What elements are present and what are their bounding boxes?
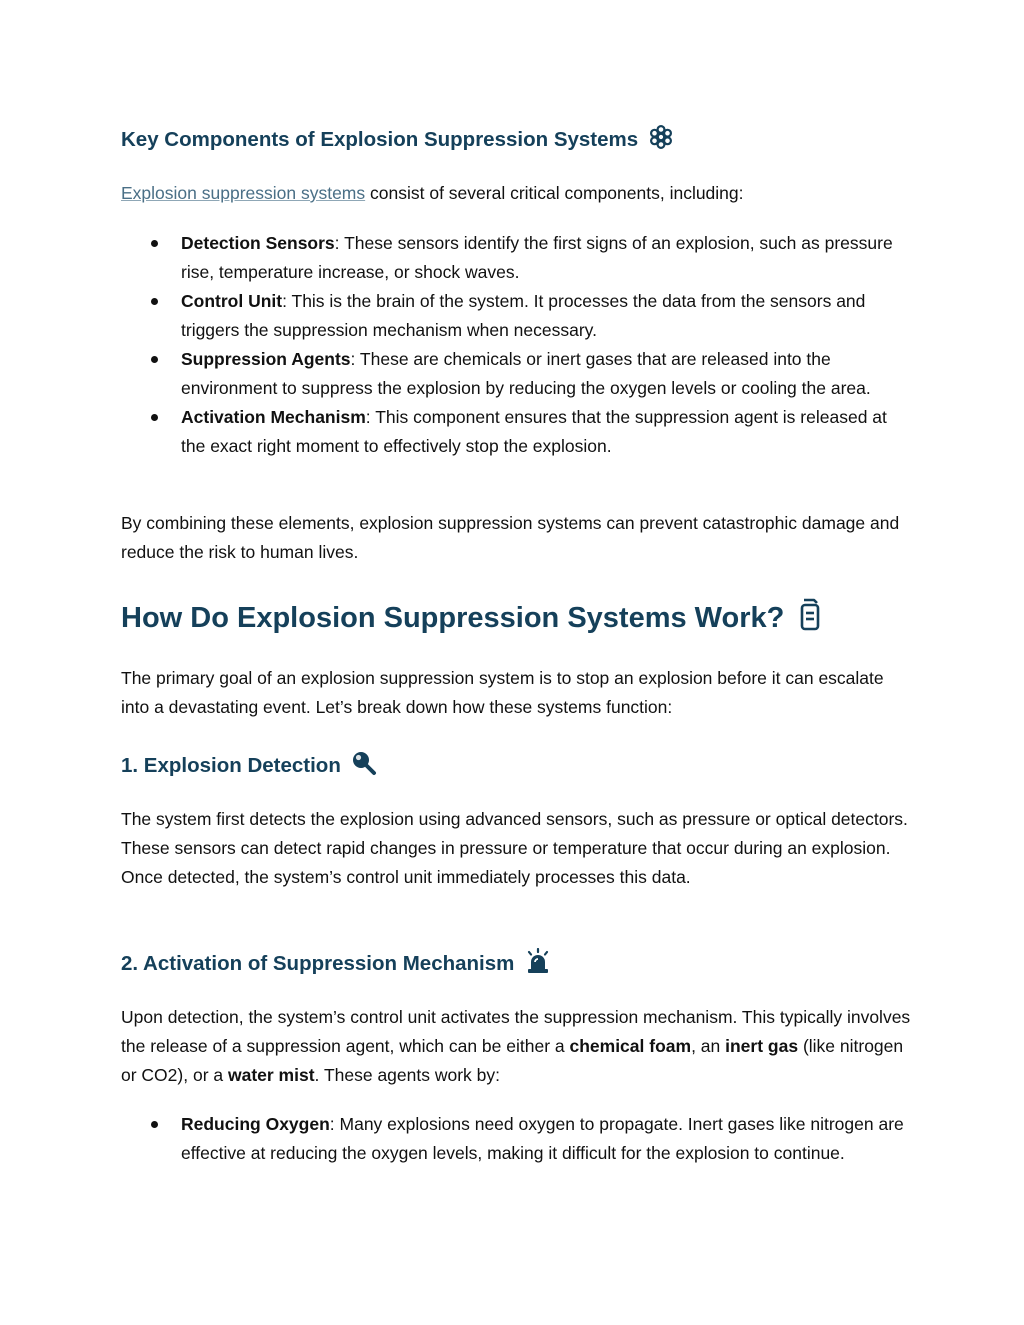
step-heading-activation: 2. Activation of Suppression Mechanism	[121, 948, 550, 980]
list-item: Activation Mechanism: This component ensures that the suppression agent is released at the exact right moment to effectively stop the explosion.	[121, 403, 911, 461]
how-it-works-intro: The primary goal of an explosion suppression system is to stop an explosion before it can escalate into a devastating event. Let’s break down how these systems function:	[121, 668, 884, 717]
components-list	[121, 229, 911, 461]
explosion-suppression-link[interactable]: Explosion suppression systems	[121, 183, 366, 203]
detection-paragraph: The system first detects the explosion using advanced sensors, such as pressure or optical detectors. These sensors can detect rapid changes in pressure or temperature that occur during an explosion. Once detected, the system’s control unit immediately processes this data.	[121, 809, 908, 887]
bullet-icon	[151, 240, 158, 247]
magnifier-icon	[351, 750, 377, 782]
section-heading-how-it-works: How Do Explosion Suppression Systems Work?	[121, 597, 822, 639]
fire-extinguisher-icon	[798, 597, 822, 639]
siren-icon	[526, 948, 550, 980]
bullet-icon	[151, 298, 158, 305]
list-item: Suppression Agents: These are chemicals or inert gases that are released into the environment to suppress the explosion by reducing the oxygen levels or cooling the area.	[121, 345, 911, 403]
list-item: Detection Sensors: These sensors identify the first signs of an explosion, such as pressure rise, temperature increase, or shock waves.	[121, 229, 911, 287]
bullet-icon	[151, 414, 158, 421]
list-item: Control Unit: This is the brain of the system. It processes the data from the sensors and triggers the suppression mechanism when necessary.	[121, 287, 911, 345]
step-heading-detection: 1. Explosion Detection	[121, 750, 377, 782]
bullet-icon	[151, 356, 158, 363]
bullet-icon	[151, 1121, 158, 1128]
intro-paragraph: Explosion suppression systems consist of several critical components, including:	[121, 183, 744, 203]
list-item: Reducing Oxygen: Many explosions need oxygen to propagate. Inert gases like nitrogen are effective at reducing the oxygen levels, making it difficult for the explosion to continue.	[121, 1110, 911, 1168]
agents-list	[121, 1110, 911, 1168]
gear-icon	[648, 124, 674, 156]
activation-paragraph: Upon detection, the system’s control unit activates the suppression mechanism. This typically involves the release of a suppression agent, which can be either a chemical foam, an inert gas (like nitrogen or CO2), or a water mist. These agents work by:	[121, 1007, 911, 1085]
closing-paragraph: By combining these elements, explosion suppression systems can prevent catastrophic damage and reduce the risk to human lives.	[121, 513, 900, 562]
section-heading-key-components: Key Components of Explosion Suppression Systems	[121, 124, 674, 156]
